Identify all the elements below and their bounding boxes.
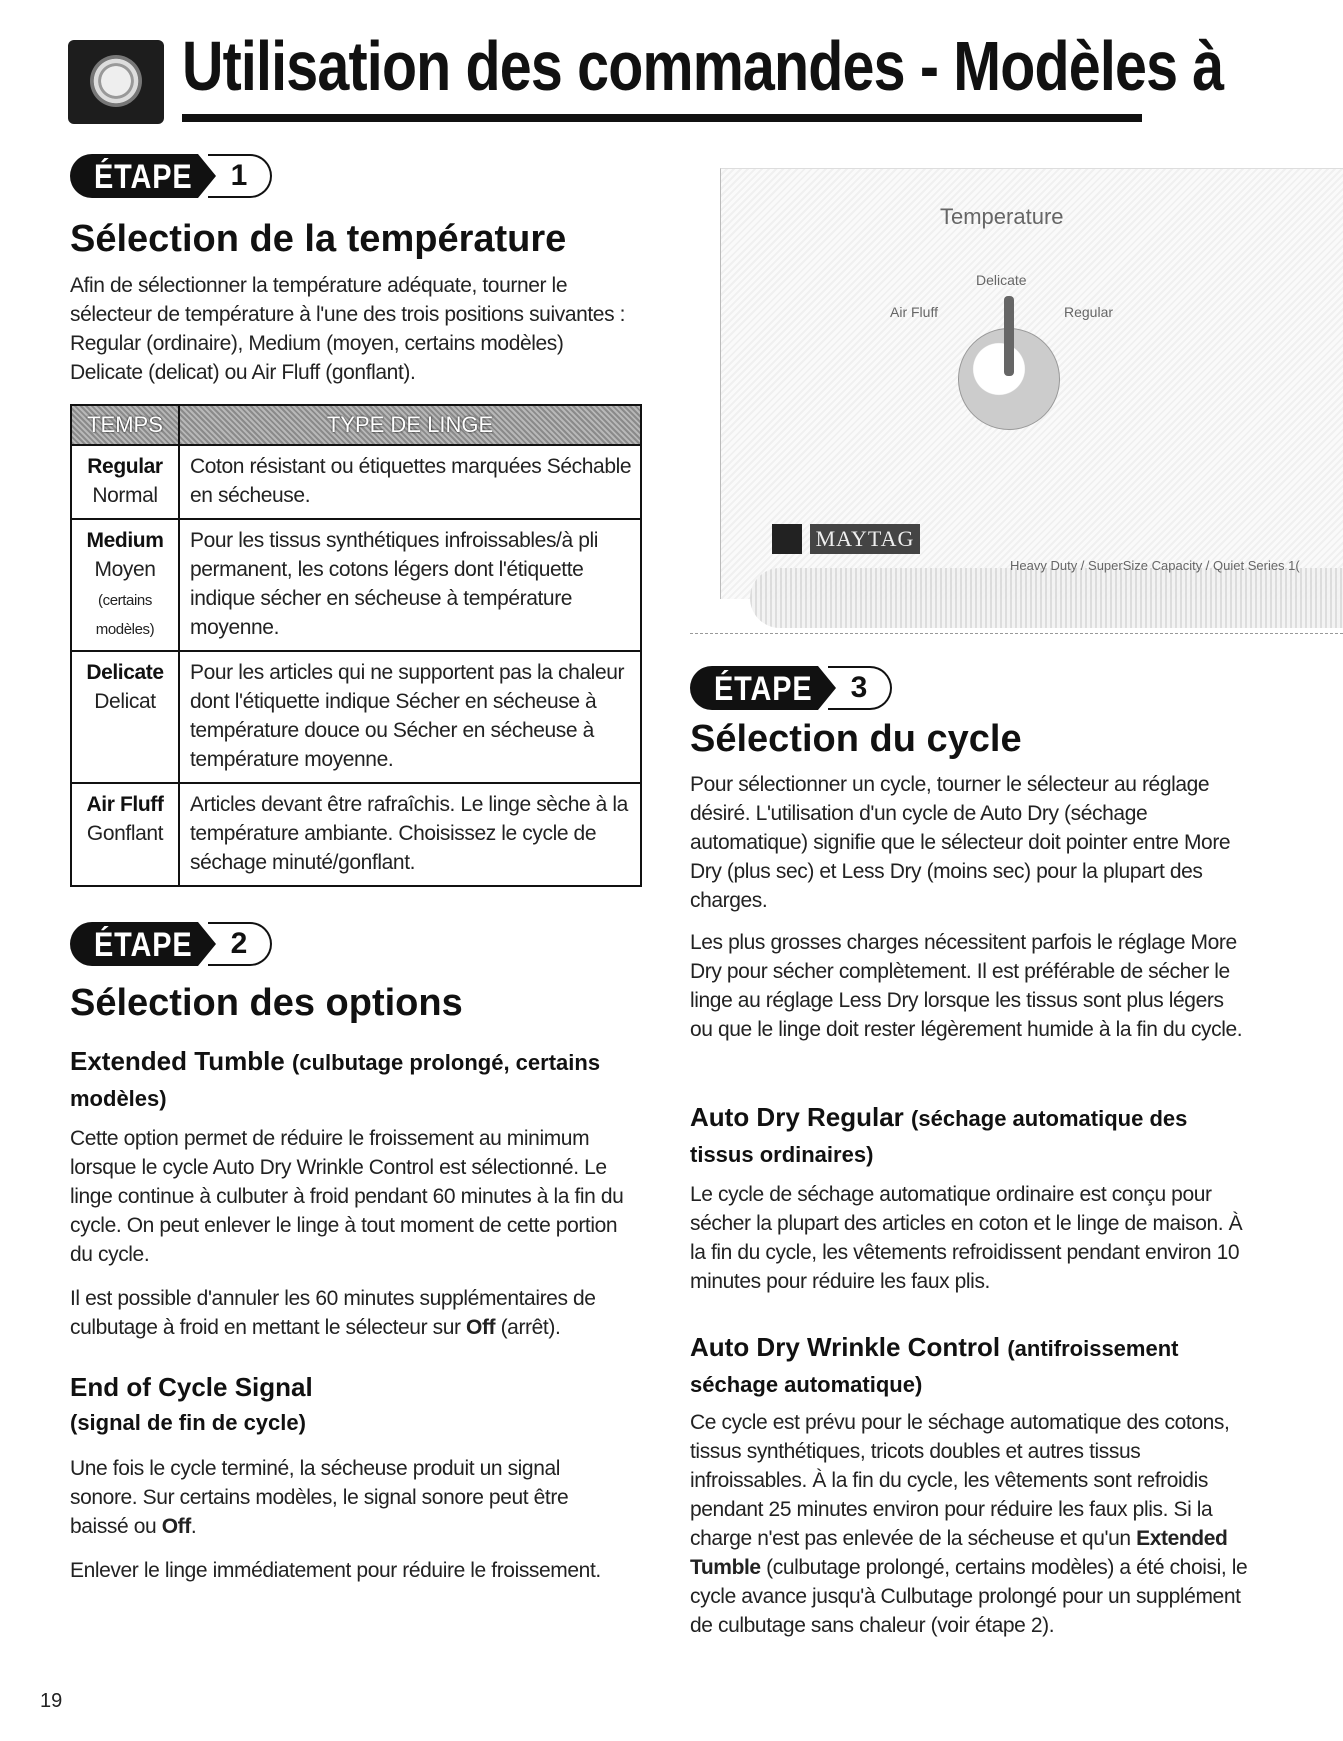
table-header-type: TYPE DE LINGE [179,405,641,445]
row-note: (certains modèles) [95,592,155,638]
auto-dry-regular-heading [690,1100,1250,1172]
page-title: Utilisation des commandes - Modèles à [182,27,1224,105]
control-panel-illustration [690,148,1343,638]
end-cycle-p2: Enlever le linge immédiatement pour réduire le froissement. [70,1559,601,1582]
auto-dry-wrinkle-title: Auto Dry Wrinkle Control [690,1332,1001,1362]
row-sublabel: Gonflant [86,822,164,845]
step-3-word: ÉTAPE [714,670,813,708]
step-3-number: 3 [828,666,892,710]
step-1-number: 1 [208,154,272,198]
auto-dry-wrinkle-heading [690,1330,1270,1402]
table-header-temps: TEMPS [71,405,179,445]
table-row [71,651,641,783]
row-sublabel: Moyen [94,558,156,581]
panel-temperature-label: Temperature [940,204,1064,229]
step-2-badge [70,922,280,966]
auto-dry-regular-subtitle: (séchage automatique des tissus ordinaires) [690,1106,1188,1167]
auto-dry-wrinkle-text: Ce cycle est prévu pour le séchage automatique des cotons, tissus synthétiques, tricots doubles et autres tissus infroissables. À la fin du cycle, les vêtements sont refroidis pendant 25 minutes environ pour réduire les faux plis. Si la charge n'est pas enlevée de la sécheuse et qu'un Extended Tumble (culbutage prolongé, certains modèles) a été choisi, le cycle avance jusqu'à Culbutage prolongé pour un supplément de culbutage sans chaleur (voir étape 2). [690,1411,1248,1637]
auto-dry-regular-title: Auto Dry Regular [690,1102,904,1132]
page-number: 19 [40,1690,63,1712]
extended-tumble-p1: Cette option permet de réduire le froissement au minimum lorsque le cycle Auto Dry Wrinkle Control est sélectionné. Le linge continue à culbuter à froid pendant 60 minutes à la fin du cycle. On peut enlever le linge à tout moment de cette portion du cycle. [70,1127,624,1266]
row-text: Coton résistant ou étiquettes marquées Séchable en sécheuse. [179,445,641,519]
panel-regular-label: Regular [1064,304,1114,320]
extended-tumble-subtitle: (culbutage prolongé, certains modèles) [70,1050,601,1111]
end-cycle-heading [70,1370,630,1440]
row-text: Pour les tissus synthétiques infroissables/à pli permanent, les cotons légers dont l'étiquette indique sécher en sécheuse à température moyenne. [179,519,641,651]
temperature-table [70,404,642,887]
end-cycle-title: End of Cycle Signal [70,1372,313,1402]
step-2-title: Sélection des options [70,982,463,1024]
extended-tumble-heading [70,1044,630,1116]
end-cycle-p1: Une fois le cycle terminé, la sécheuse produit un signal sonore. Sur certains modèles, le signal sonore peut être baissé ou Off. [70,1457,569,1538]
table-row [71,783,641,886]
table-row [71,445,641,519]
row-sublabel: Delicat [94,690,156,713]
auto-dry-wrinkle-subtitle: (antifroissement séchage automatique) [690,1336,1179,1397]
step-3-badge [690,666,900,710]
step-1-word: ÉTAPE [94,158,193,196]
panel-brand: MAYTAG [810,524,920,554]
step-1-badge [70,154,280,198]
row-text: Pour les articles qui ne supportent pas la chaleur dont l'étiquette indique Sécher en sécheuse à température douce ou Sécher en sécheuse à température moyenne. [179,651,641,783]
row-label: Delicate [86,661,164,684]
panel-series-label: Heavy Duty / SuperSize Capacity / Quiet Series 1( [1010,558,1300,573]
header-rule [182,114,1142,122]
knob-pointer-icon [1004,296,1014,376]
extended-tumble-p2: Il est possible d'annuler les 60 minutes supplémentaires de culbutage à froid en mettant le sélecteur sur Off (arrêt). [70,1287,596,1339]
step-3-p2: Les plus grosses charges nécessitent parfois le réglage More Dry pour sécher complètement. Il est préférable de sécher le linge au réglage Less Dry lorsque les tissus sont plus légers ou que le linge doit rester légèrement humide à la fin du cycle. [690,931,1243,1041]
step-2-word: ÉTAPE [94,926,193,964]
row-label: Air Fluff [86,793,164,816]
step-3-p1: Pour sélectionner un cycle, tourner le sélecteur au réglage désiré. L'utilisation d'un cycle de Auto Dry (séchage automatique) signifie que le sélecteur doit pointer entre More Dry (plus sec) et Less Dry (moins sec) pour la plupart des charges. [690,773,1231,912]
row-sublabel: Normal [92,484,158,507]
row-label: Medium [86,529,164,552]
step-2-number: 2 [208,922,272,966]
end-cycle-subtitle: (signal de fin de cycle) [70,1410,306,1435]
maytag-logo-icon [772,524,802,554]
auto-dry-regular-text: Le cycle de séchage automatique ordinaire est conçu pour sécher la plupart des articles en coton et le linge de maison. À la fin du cycle, les vêtements refroidissent pendant environ 10 minutes pour réduire les faux plis. [690,1183,1243,1293]
step-1-title: Sélection de la température [70,218,567,260]
row-text: Articles devant être rafraîchis. Le linge sèche à la température ambiante. Choisissez le cycle de séchage minuté/gonflant. [179,783,641,886]
panel-air-fluff-label: Air Fluff [890,304,938,320]
step-3-title: Sélection du cycle [690,718,1022,760]
step-1-intro: Afin de sélectionner la température adéquate, tourner le sélecteur de température à l'une des trois positions suivantes : Regular (ordinaire), Medium (moyen, certains modèles) Delicate (delicat) ou Air Fluff (gonflant). [70,274,626,384]
dryer-knob-icon [68,40,164,124]
table-row [71,519,641,651]
extended-tumble-title: Extended Tumble [70,1046,285,1076]
row-label: Regular [87,455,163,478]
panel-delicate-label: Delicate [976,272,1027,288]
